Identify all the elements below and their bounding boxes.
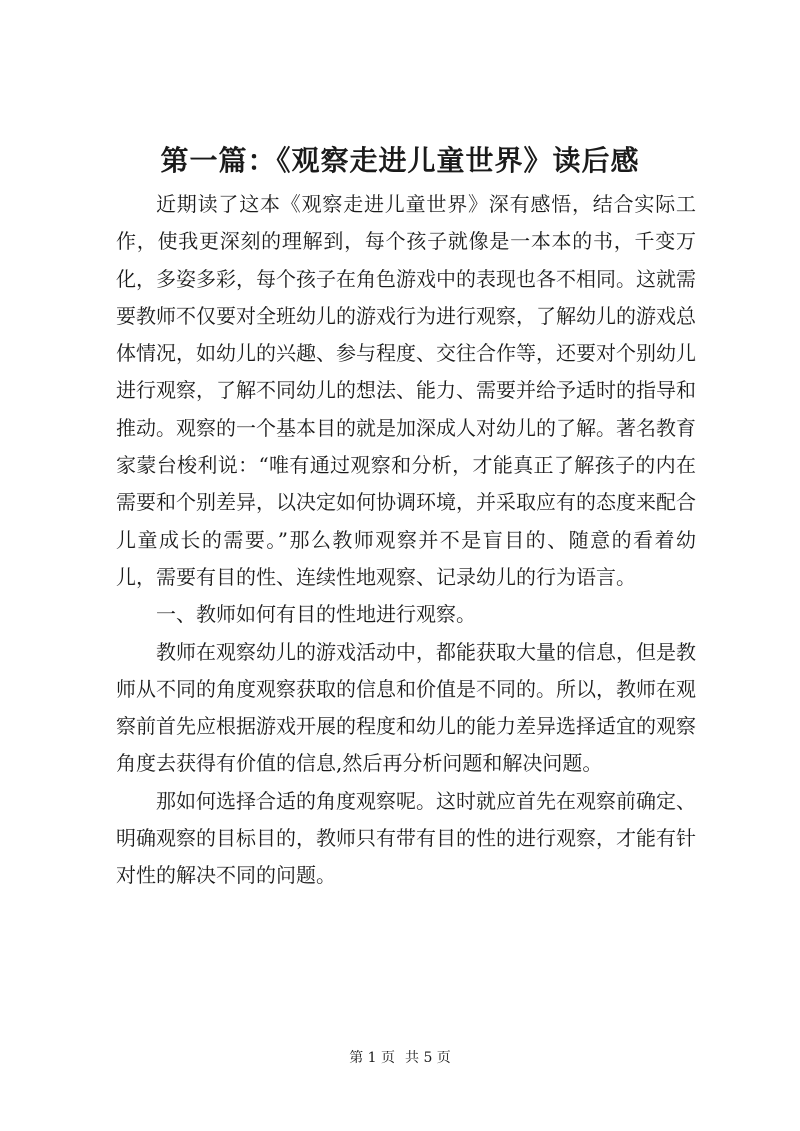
page-total: 共 5 页 — [405, 1050, 451, 1066]
paragraph: 近期读了这本《观察走进儿童世界》深有感悟，结合实际工作，使我更深刻的理解到，每个孩子就像是一本本的书，千变万化，多姿多彩，每个孩子在角色游戏中的表现也各不相同。这就需要教师不仅要对全班幼儿的游戏行为进行观察，了解幼儿的游戏总体情况，如幼儿的兴趣、参与程度、交往合作等，还要对个别幼儿进行观察，了解不同幼儿的想法、能力、需要并给予适时的指导和推动。观察的一个基本目的就是加深成人对幼儿的了解。著名教育家蒙台梭利说：“唯有通过观察和分析，才能真正了解孩子的内在需要和个别差异，以决定如何协调环境，并采取应有的态度来配合儿童成长的需要。”那么教师观察并不是盲目的、随意的看着幼儿，需要有目的性、连续性地观察、记录幼儿的行为语言。 — [116, 192, 696, 589]
page-number: 第 1 页 — [349, 1050, 395, 1066]
document-title: 第一篇：《观察走进儿童世界》读后感 — [160, 144, 640, 177]
paragraph: 教师在观察幼儿的游戏活动中，都能获取大量的信息，但是教师从不同的角度观察获取的信息和价值是不同的。所以，教师在观察前首先应根据游戏开展的程度和幼儿的能力差异选择适宜的观察角度去获得有价值的信息,然后再分析问题和解决问题。 — [116, 639, 696, 776]
page-footer — [0, 1048, 800, 1068]
paragraph: 那如何选择合适的角度观察呢。这时就应首先在观察前确定、明确观察的目标目的，教师只有带有目的性的进行观察，才能有针对性的解决不同的问题。 — [116, 788, 696, 888]
section-heading: 一、教师如何有目的性地进行观察。 — [156, 602, 476, 627]
document-body — [116, 186, 696, 895]
